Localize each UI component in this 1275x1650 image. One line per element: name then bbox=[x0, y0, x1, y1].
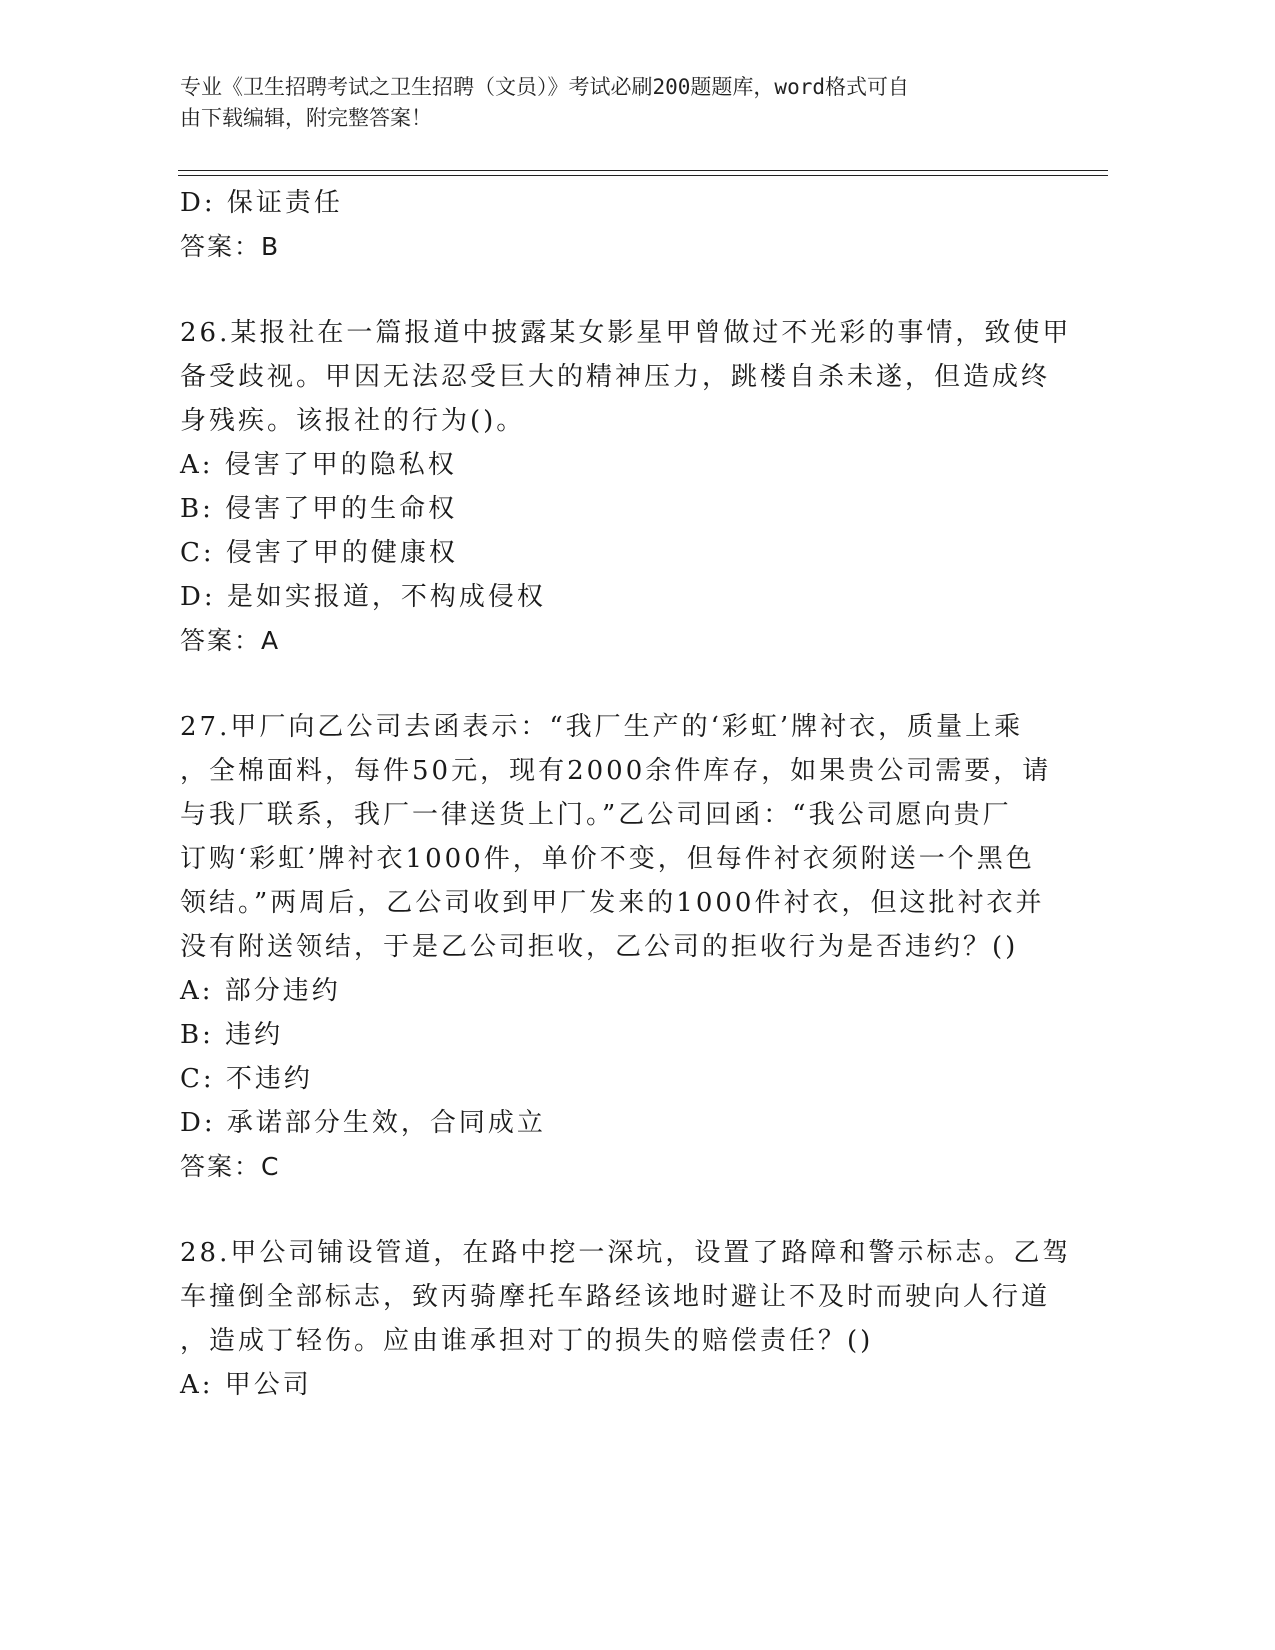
header-rule-top bbox=[178, 170, 1108, 171]
q26-stem-line: 26.某报社在一篇报道中披露某女影星甲曾做过不光彩的事情，致使甲 bbox=[180, 318, 1072, 348]
spacer bbox=[180, 663, 1040, 705]
q27-stem-line: 领结。”两周后，乙公司收到甲厂发来的1000件衬衣，但这批衬衣并 bbox=[180, 888, 1045, 918]
q28-stem-line: 28.甲公司铺设管道，在路中挖一深坑，设置了路障和警示标志。乙驾 bbox=[180, 1238, 1072, 1268]
q27-option-d: D: 承诺部分生效，合同成立 bbox=[180, 1108, 546, 1138]
q27-stem-line: 订购‘彩虹’牌衬衣1000件，单价不变，但每件衬衣须附送一个黑色 bbox=[180, 844, 1035, 874]
header-line-2: 由下载编辑，附完整答案！ bbox=[180, 106, 432, 130]
q27-stem-line: 没有附送领结，于是乙公司拒收，乙公司的拒收行为是否违约？() bbox=[180, 932, 1019, 962]
q27-option-c: C: 不违约 bbox=[180, 1064, 313, 1094]
question-content bbox=[180, 181, 1072, 1407]
document-header bbox=[180, 72, 1060, 134]
q28-stem-line: ，造成丁轻伤。应由谁承担对丁的损失的赔偿责任？() bbox=[180, 1326, 874, 1356]
spacer bbox=[180, 1189, 1040, 1231]
q27-stem-line: 27.甲厂向乙公司去函表示：“我厂生产的‘彩虹’牌衬衣，质量上乘 bbox=[180, 712, 1024, 742]
spacer bbox=[180, 269, 1040, 311]
q27-option-b: B: 违约 bbox=[180, 1020, 284, 1050]
q28-option-a: A: 甲公司 bbox=[180, 1370, 312, 1400]
q27-stem-line: ，全棉面料，每件50元，现有2000余件库存，如果贵公司需要，请 bbox=[180, 756, 1052, 786]
q27-answer: 答案：C bbox=[180, 1152, 281, 1181]
q26-option-c: C: 侵害了甲的健康权 bbox=[180, 538, 458, 568]
q27-option-a: A: 部分违约 bbox=[180, 976, 341, 1006]
header-line-1: 专业《卫生招聘考试之卫生招聘（文员）》考试必刷200题题库，word格式可自 bbox=[180, 75, 909, 99]
header-rule-bottom bbox=[178, 175, 1108, 176]
q26-option-b: B: 侵害了甲的生命权 bbox=[180, 494, 458, 524]
q27-stem-line: 与我厂联系，我厂一律送货上门。”乙公司回函：“我公司愿向贵厂 bbox=[180, 800, 1012, 830]
q26-stem-line: 身残疾。该报社的行为()。 bbox=[180, 406, 526, 436]
q26-stem-line: 备受歧视。甲因无法忍受巨大的精神压力，跳楼自杀未遂，但造成终 bbox=[180, 362, 1051, 392]
q28-stem-line: 车撞倒全部标志，致丙骑摩托车路经该地时避让不及时而驶向人行道 bbox=[180, 1282, 1051, 1312]
q26-option-a: A: 侵害了甲的隐私权 bbox=[180, 450, 457, 480]
q26-option-d: D: 是如实报道，不构成侵权 bbox=[180, 582, 546, 612]
q25-option-d: D: 保证责任 bbox=[180, 188, 343, 218]
q25-answer: 答案：B bbox=[180, 232, 281, 261]
q26-answer: 答案：A bbox=[180, 626, 281, 655]
